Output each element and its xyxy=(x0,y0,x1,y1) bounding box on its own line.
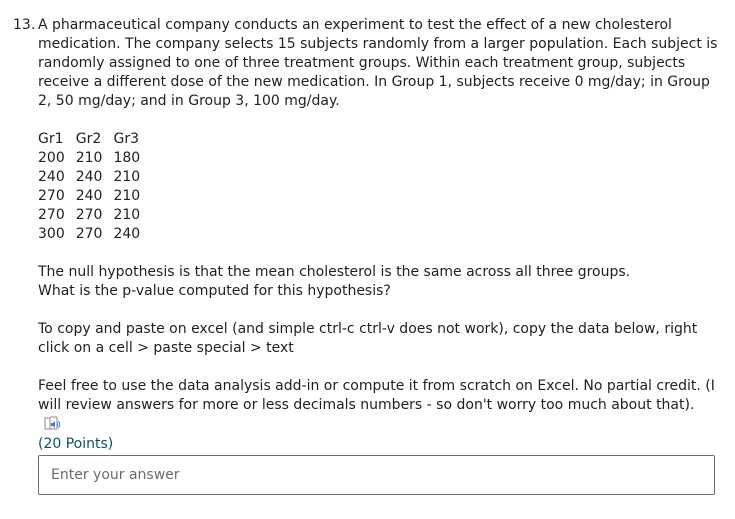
table-cell: 270 xyxy=(75,207,103,223)
note-text: Feel free to use the data analysis add-in or compute it from scratch on Excel. No partial credit. (I will review answers for more or less decimals numbers - so don't worry too much about that). xyxy=(38,378,715,413)
copy-instructions: To copy and paste on excel (and simple ctrl-c ctrl-v does not work), copy the data below, right click on a cell > paste special > text xyxy=(38,321,698,356)
table-cell: 240 xyxy=(113,226,141,242)
table-cell: 200 xyxy=(38,150,65,166)
table-cell: 210 xyxy=(75,150,103,166)
immersive-reader-icon[interactable] xyxy=(42,415,64,433)
answer-input[interactable] xyxy=(38,455,715,495)
data-table xyxy=(38,130,151,244)
table-cell: 270 xyxy=(38,207,65,223)
table-row xyxy=(38,225,151,244)
table-cell: 180 xyxy=(113,150,141,166)
table-cell: 240 xyxy=(75,188,103,204)
table-header-row xyxy=(38,130,151,149)
table-row xyxy=(38,206,151,225)
table-cell: 270 xyxy=(38,188,65,204)
hypothesis-line-2: What is the p-value computed for this hypothesis? xyxy=(38,283,391,299)
table-cell: 240 xyxy=(75,169,103,185)
table-cell: 210 xyxy=(113,169,141,185)
points-label: (20 Points) xyxy=(38,436,114,452)
table-row xyxy=(38,187,151,206)
table-header: Gr1 xyxy=(38,131,64,147)
table-cell: 210 xyxy=(113,207,141,223)
table-cell: 210 xyxy=(113,188,141,204)
question-number: 13. xyxy=(13,17,36,33)
table-cell: 300 xyxy=(38,226,65,242)
table-cell: 240 xyxy=(38,169,65,185)
hypothesis-line-1: The null hypothesis is that the mean cholesterol is the same across all three groups. xyxy=(38,264,631,280)
table-cell: 270 xyxy=(75,226,103,242)
question-note xyxy=(38,377,723,454)
question-body xyxy=(38,16,723,454)
hypothesis-text xyxy=(38,263,723,301)
table-row xyxy=(38,168,151,187)
table-row xyxy=(38,149,151,168)
question-13 xyxy=(13,16,723,454)
table-header: Gr2 xyxy=(75,131,102,147)
table-header: Gr3 xyxy=(113,131,139,147)
question-prompt: A pharmaceutical company conducts an experiment to test the effect of a new cholesterol medication. The company selects 15 subjects randomly from a larger population. Each subject is randomly assigned to one of three treatment groups. Within each treatment group, subjects receive a different dose of the new medication. In Group 1, subjects receive 0 mg/day; in Group 2, 50 mg/day; and in Group 3, 100 mg/day. xyxy=(38,17,718,109)
